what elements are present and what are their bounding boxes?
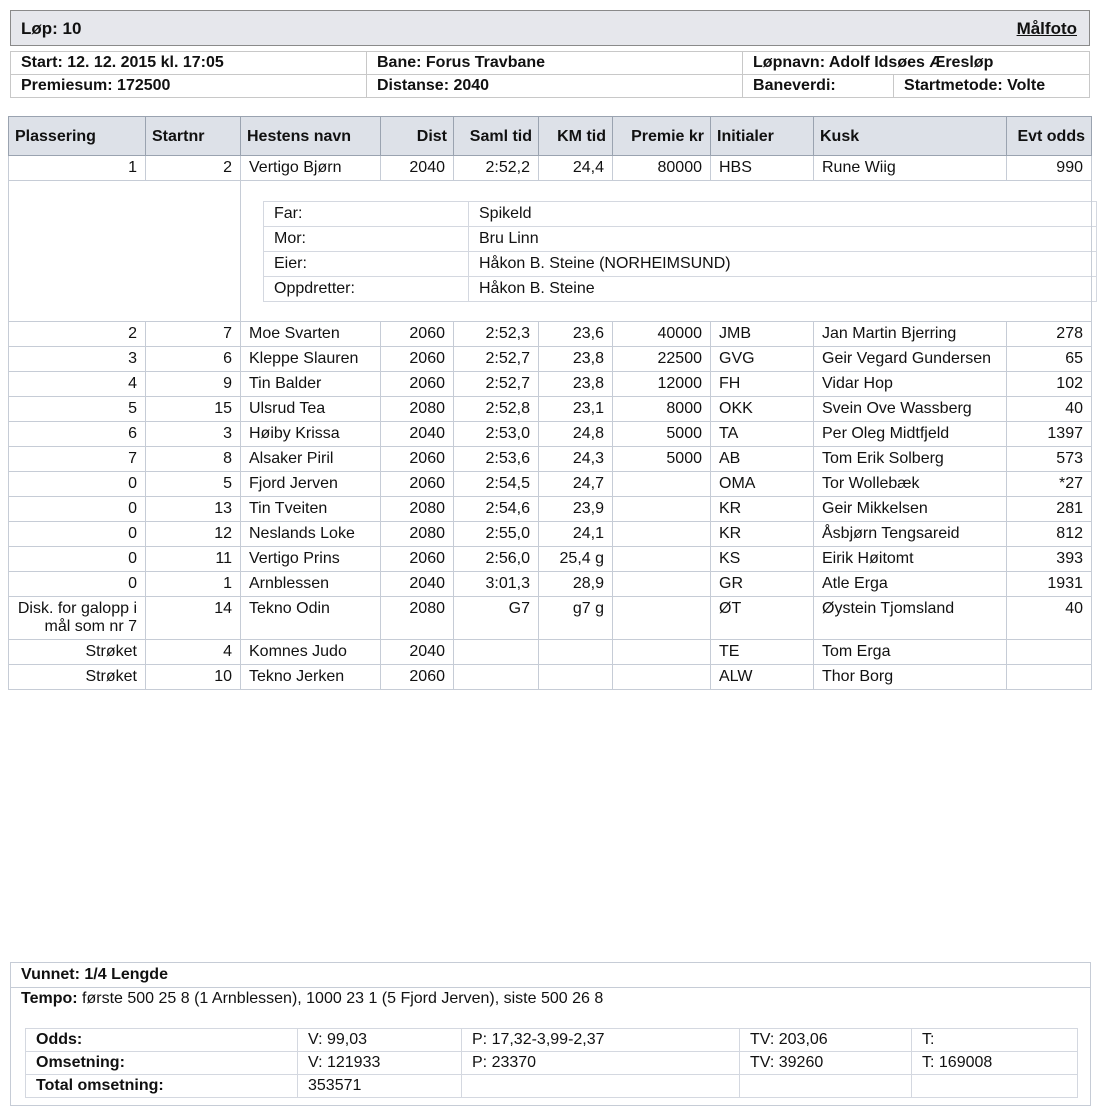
result-km-time: 24,8	[539, 422, 613, 447]
table-row[interactable]	[9, 665, 1092, 690]
track-value: Baneverdi:	[743, 75, 894, 98]
result-startnr: 4	[146, 640, 241, 665]
result-horse[interactable]: Vertigo Prins	[241, 547, 381, 572]
odds-p: P: 17,32-3,99-2,37	[462, 1029, 740, 1052]
result-dist: 2080	[381, 397, 454, 422]
result-horse[interactable]: Tekno Jerken	[241, 665, 381, 690]
result-startnr: 9	[146, 372, 241, 397]
result-odds: 278	[1007, 322, 1092, 347]
table-row[interactable]	[9, 547, 1092, 572]
result-place: Strøket	[9, 640, 146, 665]
result-km-time: 23,8	[539, 372, 613, 397]
odds-tv: TV: 39260	[740, 1052, 912, 1075]
table-row[interactable]	[9, 322, 1092, 347]
detail-spacer	[9, 181, 241, 322]
result-startnr: 15	[146, 397, 241, 422]
result-dist: 2040	[381, 422, 454, 447]
result-total-time: 2:56,0	[454, 547, 539, 572]
result-dist: 2040	[381, 572, 454, 597]
pedigree-row	[264, 252, 1097, 277]
result-prize: 22500	[613, 347, 711, 372]
result-horse[interactable]: Alsaker Piril	[241, 447, 381, 472]
result-startnr: 8	[146, 447, 241, 472]
result-startnr: 6	[146, 347, 241, 372]
result-km-time: 23,9	[539, 497, 613, 522]
result-initials: OKK	[711, 397, 814, 422]
result-horse[interactable]: Komnes Judo	[241, 640, 381, 665]
tempo-line	[21, 990, 603, 1008]
track-name: Bane: Forus Travbane	[367, 52, 743, 75]
pedigree-label: Oppdretter:	[264, 277, 469, 302]
result-startnr: 1	[146, 572, 241, 597]
pedigree-value: Bru Linn	[469, 227, 1097, 252]
result-initials: TE	[711, 640, 814, 665]
result-driver: Tom Erga	[814, 640, 1007, 665]
result-dist: 2080	[381, 497, 454, 522]
odds-tv: TV: 203,06	[740, 1029, 912, 1052]
prize-sum: Premiesum: 172500	[11, 75, 367, 98]
pedigree-label: Far:	[264, 202, 469, 227]
result-horse[interactable]: Fjord Jerven	[241, 472, 381, 497]
pedigree-value: Håkon B. Steine	[469, 277, 1097, 302]
result-driver: Tom Erik Solberg	[814, 447, 1007, 472]
result-odds	[1007, 640, 1092, 665]
result-total-time: 2:54,6	[454, 497, 539, 522]
odds-p: P: 23370	[462, 1052, 740, 1075]
race-distance: Distanse: 2040	[367, 75, 743, 98]
result-total-time: 2:52,8	[454, 397, 539, 422]
race-title: Løp: 10	[21, 19, 82, 38]
col-total-time[interactable]: Saml tid	[454, 117, 539, 156]
table-row[interactable]	[9, 597, 1092, 640]
result-initials: HBS	[711, 156, 814, 181]
result-initials: KR	[711, 497, 814, 522]
odds-table	[25, 1028, 1078, 1098]
result-km-time: 23,6	[539, 322, 613, 347]
result-startnr: 12	[146, 522, 241, 547]
result-odds: 65	[1007, 347, 1092, 372]
col-driver[interactable]: Kusk	[814, 117, 1007, 156]
pedigree-row	[264, 227, 1097, 252]
result-odds: 393	[1007, 547, 1092, 572]
summary-divider	[11, 987, 1090, 988]
result-horse[interactable]: Moe Svarten	[241, 322, 381, 347]
result-driver: Svein Ove Wassberg	[814, 397, 1007, 422]
won-by: Vunnet: 1/4 Lengde	[21, 966, 168, 983]
start-time: Start: 12. 12. 2015 kl. 17:05	[11, 52, 367, 75]
odds-t	[912, 1075, 1078, 1098]
result-odds: 40	[1007, 597, 1092, 640]
race-name: Løpnavn: Adolf Idsøes Æresløp	[743, 52, 1090, 75]
result-initials: FH	[711, 372, 814, 397]
result-km-time: 23,1	[539, 397, 613, 422]
result-place: 6	[9, 422, 146, 447]
result-driver: Thor Borg	[814, 665, 1007, 690]
result-horse[interactable]: Vertigo Bjørn	[241, 156, 381, 181]
odds-v: V: 121933	[298, 1052, 462, 1075]
result-driver: Rune Wiig	[814, 156, 1007, 181]
result-place: 1	[9, 156, 146, 181]
result-km-time	[539, 665, 613, 690]
result-dist: 2080	[381, 597, 454, 640]
result-driver: Atle Erga	[814, 572, 1007, 597]
result-dist: 2060	[381, 322, 454, 347]
pedigree-value: Håkon B. Steine (NORHEIMSUND)	[469, 252, 1097, 277]
col-dist[interactable]: Dist	[381, 117, 454, 156]
result-total-time	[454, 665, 539, 690]
result-driver: Tor Wollebæk	[814, 472, 1007, 497]
result-prize: 8000	[613, 397, 711, 422]
result-horse[interactable]: Høiby Krissa	[241, 422, 381, 447]
result-odds: 40	[1007, 397, 1092, 422]
result-place: Strøket	[9, 665, 146, 690]
tempo-value: første 500 25 8 (1 Arnblessen), 1000 23 1 (5 Fjord Jerven), siste 500 26 8	[77, 990, 604, 1007]
col-initials[interactable]: Initialer	[711, 117, 814, 156]
result-initials: TA	[711, 422, 814, 447]
result-prize	[613, 597, 711, 640]
result-place: 3	[9, 347, 146, 372]
result-driver: Vidar Hop	[814, 372, 1007, 397]
odds-label: Total omsetning:	[26, 1075, 298, 1098]
result-odds: 1397	[1007, 422, 1092, 447]
pedigree-label: Eier:	[264, 252, 469, 277]
result-initials: GVG	[711, 347, 814, 372]
result-prize: 12000	[613, 372, 711, 397]
result-total-time	[454, 640, 539, 665]
result-horse[interactable]: Kleppe Slauren	[241, 347, 381, 372]
table-row[interactable]	[9, 640, 1092, 665]
result-horse[interactable]: Neslands Loke	[241, 522, 381, 547]
result-initials: GR	[711, 572, 814, 597]
pedigree-table	[263, 201, 1097, 302]
result-startnr: 10	[146, 665, 241, 690]
result-startnr: 11	[146, 547, 241, 572]
table-row[interactable]	[9, 397, 1092, 422]
result-dist: 2060	[381, 472, 454, 497]
result-km-time: 24,3	[539, 447, 613, 472]
result-initials: AB	[711, 447, 814, 472]
result-driver: Jan Martin Bjerring	[814, 322, 1007, 347]
result-km-time: 24,4	[539, 156, 613, 181]
result-dist: 2060	[381, 547, 454, 572]
result-total-time: 2:52,7	[454, 372, 539, 397]
result-prize	[613, 665, 711, 690]
result-place: 0	[9, 522, 146, 547]
result-dist: 2060	[381, 347, 454, 372]
result-initials: KR	[711, 522, 814, 547]
result-odds: *27	[1007, 472, 1092, 497]
result-startnr: 5	[146, 472, 241, 497]
odds-row	[26, 1052, 1078, 1075]
result-prize: 5000	[613, 447, 711, 472]
table-row[interactable]	[9, 497, 1092, 522]
result-horse[interactable]: Tin Balder	[241, 372, 381, 397]
result-total-time: 3:01,3	[454, 572, 539, 597]
col-startnr[interactable]: Startnr	[146, 117, 241, 156]
result-prize	[613, 572, 711, 597]
col-km-time[interactable]: KM tid	[539, 117, 613, 156]
col-odds[interactable]: Evt odds	[1007, 117, 1092, 156]
result-initials: ØT	[711, 597, 814, 640]
result-odds	[1007, 665, 1092, 690]
table-row[interactable]	[9, 422, 1092, 447]
result-odds: 990	[1007, 156, 1092, 181]
result-odds: 1931	[1007, 572, 1092, 597]
result-prize	[613, 522, 711, 547]
result-startnr: 3	[146, 422, 241, 447]
result-initials: JMB	[711, 322, 814, 347]
result-km-time: 25,4 g	[539, 547, 613, 572]
result-place: 7	[9, 447, 146, 472]
result-prize: 40000	[613, 322, 711, 347]
result-driver: Øystein Tjomsland	[814, 597, 1007, 640]
result-dist: 2060	[381, 447, 454, 472]
result-km-time: 23,8	[539, 347, 613, 372]
result-total-time: 2:53,6	[454, 447, 539, 472]
result-startnr: 13	[146, 497, 241, 522]
odds-row	[26, 1029, 1078, 1052]
result-prize	[613, 640, 711, 665]
table-row[interactable]	[9, 156, 1092, 181]
start-method: Startmetode: Volte	[894, 75, 1090, 98]
result-horse[interactable]: Tin Tveiten	[241, 497, 381, 522]
table-row[interactable]	[9, 372, 1092, 397]
result-odds: 573	[1007, 447, 1092, 472]
result-place: 2	[9, 322, 146, 347]
result-horse[interactable]: Arnblessen	[241, 572, 381, 597]
photo-finish-link[interactable]: Målfoto	[1016, 19, 1077, 38]
result-dist: 2060	[381, 372, 454, 397]
odds-label: Odds:	[26, 1029, 298, 1052]
odds-label: Omsetning:	[26, 1052, 298, 1075]
result-prize: 5000	[613, 422, 711, 447]
odds-t: T: 169008	[912, 1052, 1078, 1075]
result-prize	[613, 547, 711, 572]
table-row[interactable]	[9, 447, 1092, 472]
pedigree-cell	[241, 181, 1092, 322]
result-place: 4	[9, 372, 146, 397]
result-startnr: 7	[146, 322, 241, 347]
pedigree-value: Spikeld	[469, 202, 1097, 227]
result-km-time: 24,7	[539, 472, 613, 497]
col-horse[interactable]: Hestens navn	[241, 117, 381, 156]
odds-t: T:	[912, 1029, 1078, 1052]
odds-row	[26, 1075, 1078, 1098]
table-row[interactable]	[9, 522, 1092, 547]
result-total-time: 2:52,3	[454, 322, 539, 347]
odds-v: V: 99,03	[298, 1029, 462, 1052]
race-info-table	[10, 51, 1090, 98]
result-dist: 2060	[381, 665, 454, 690]
result-horse[interactable]: Ulsrud Tea	[241, 397, 381, 422]
result-km-time: 28,9	[539, 572, 613, 597]
result-km-time: 24,1	[539, 522, 613, 547]
result-odds: 812	[1007, 522, 1092, 547]
result-driver: Åsbjørn Tengsareid	[814, 522, 1007, 547]
result-total-time: 2:55,0	[454, 522, 539, 547]
result-driver: Eirik Høitomt	[814, 547, 1007, 572]
result-place: 0	[9, 572, 146, 597]
result-place: 0	[9, 547, 146, 572]
result-odds: 281	[1007, 497, 1092, 522]
table-row[interactable]	[9, 472, 1092, 497]
odds-tv	[740, 1075, 912, 1098]
result-dist: 2040	[381, 640, 454, 665]
col-place[interactable]: Plassering	[9, 117, 146, 156]
results-table	[8, 116, 1092, 690]
pedigree-label: Mor:	[264, 227, 469, 252]
result-startnr: 14	[146, 597, 241, 640]
horse-detail-row	[9, 181, 1092, 322]
result-driver: Geir Vegard Gundersen	[814, 347, 1007, 372]
result-place: 5	[9, 397, 146, 422]
result-initials: KS	[711, 547, 814, 572]
result-place: Disk. for galopp i mål som nr 7	[9, 597, 146, 640]
result-horse[interactable]: Tekno Odin	[241, 597, 381, 640]
col-prize[interactable]: Premie kr	[613, 117, 711, 156]
odds-p	[462, 1075, 740, 1098]
table-row[interactable]	[9, 572, 1092, 597]
odds-v: 353571	[298, 1075, 462, 1098]
result-dist: 2040	[381, 156, 454, 181]
result-place: 0	[9, 497, 146, 522]
result-total-time: 2:52,2	[454, 156, 539, 181]
result-prize	[613, 472, 711, 497]
race-summary	[10, 962, 1091, 1106]
result-prize: 80000	[613, 156, 711, 181]
pedigree-row	[264, 202, 1097, 227]
pedigree-row	[264, 277, 1097, 302]
result-initials: OMA	[711, 472, 814, 497]
result-total-time: 2:54,5	[454, 472, 539, 497]
result-km-time	[539, 640, 613, 665]
result-km-time: g7 g	[539, 597, 613, 640]
race-header	[10, 10, 1090, 46]
result-startnr: 2	[146, 156, 241, 181]
result-total-time: 2:53,0	[454, 422, 539, 447]
result-prize	[613, 497, 711, 522]
result-dist: 2080	[381, 522, 454, 547]
result-total-time: G7	[454, 597, 539, 640]
result-driver: Per Oleg Midtfjeld	[814, 422, 1007, 447]
result-total-time: 2:52,7	[454, 347, 539, 372]
table-row[interactable]	[9, 347, 1092, 372]
result-odds: 102	[1007, 372, 1092, 397]
result-place: 0	[9, 472, 146, 497]
results-header-row	[9, 117, 1092, 156]
result-initials: ALW	[711, 665, 814, 690]
tempo-label: Tempo:	[21, 990, 78, 1007]
result-driver: Geir Mikkelsen	[814, 497, 1007, 522]
